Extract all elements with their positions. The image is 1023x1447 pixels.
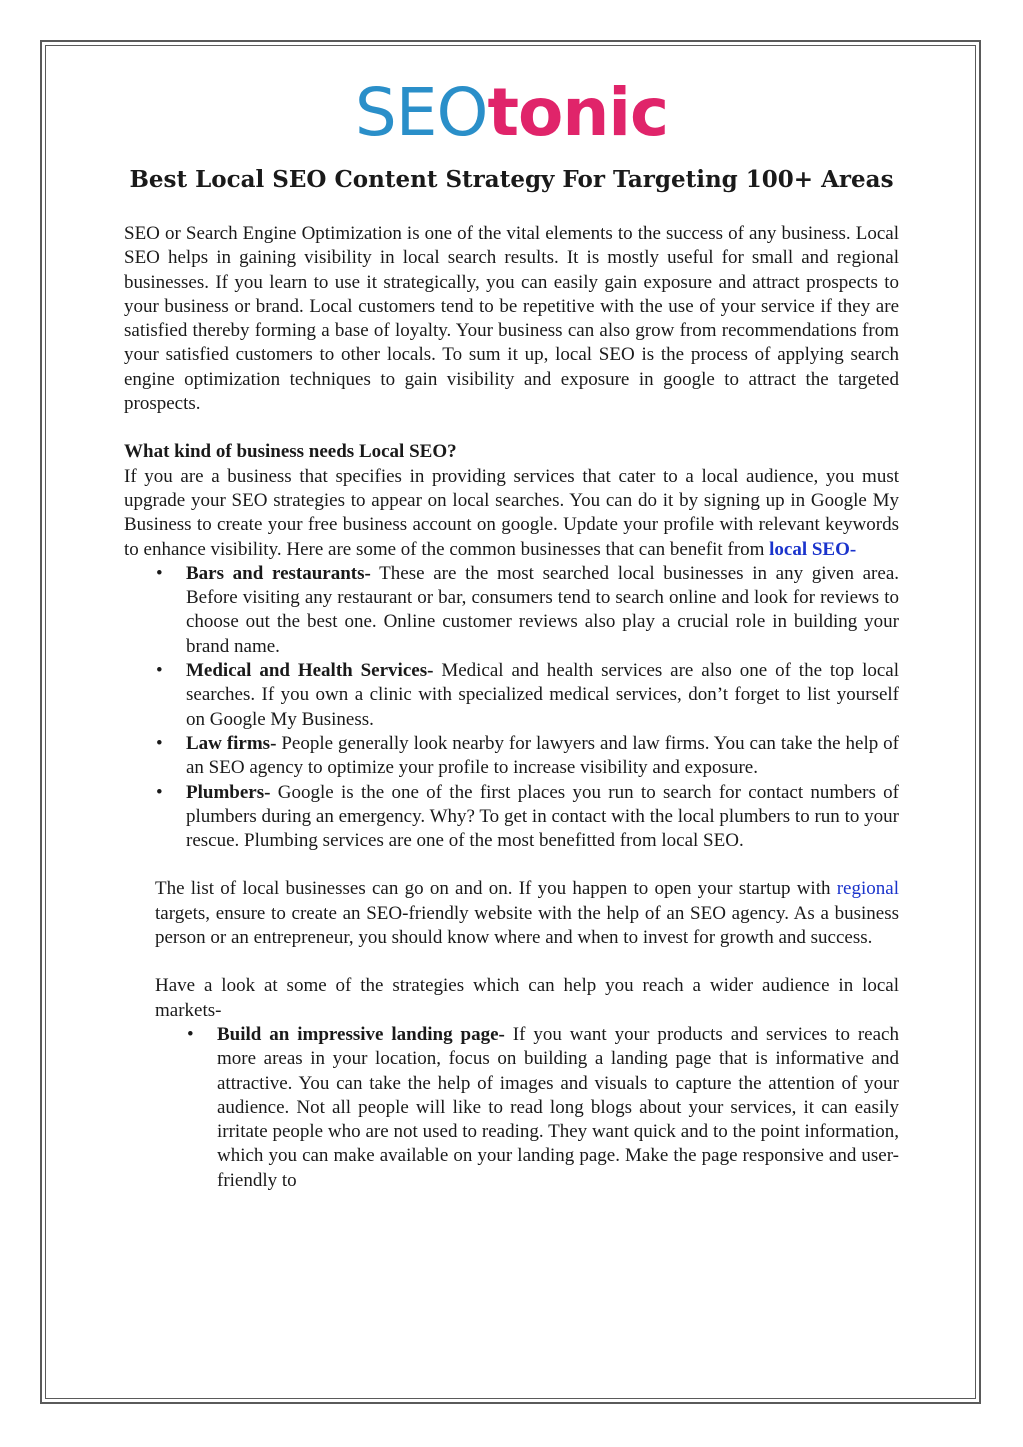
- list-item: [186, 781, 899, 854]
- list-item-term: Law firms-: [186, 732, 277, 754]
- para-text: The list of local businesses can go on and on. If you happen to open your startup with: [155, 878, 837, 900]
- section-heading: What kind of business needs Local SEO?: [124, 441, 457, 463]
- list-item-term: Build an impressive landing page-: [217, 1023, 505, 1045]
- para-regional: [155, 877, 899, 950]
- list-item-text: People generally look nearby for lawyers and law firms. You can take the help of an SEO agency to optimize your profile to increase visibility and exposure.: [186, 732, 899, 779]
- list-item-term: Medical and Health Services-: [186, 660, 434, 682]
- logo-seo-text: SEO: [354, 74, 488, 151]
- list-item-term: Bars and restaurants-: [186, 562, 371, 584]
- list-item: [217, 1023, 899, 1193]
- section-paragraph: [124, 465, 899, 562]
- list-item-text: Medical and health services are also one of the top local searches. If you own a clinic with specialized medical services, don’t forget to list yourself on Google My Business.: [186, 660, 899, 730]
- list-item: [186, 659, 899, 732]
- list-item-term: Plumbers-: [186, 781, 271, 803]
- document-title: Best Local SEO Content Strategy For Targeting 100+ Areas: [129, 166, 894, 193]
- logo-tonic-text: tonic: [487, 74, 669, 151]
- local-seo-link[interactable]: local SEO: [769, 538, 850, 560]
- list-item-text: Google is the one of the first places you run to search for contact numbers of plumbers during an emergency. Why? To get in contact with the local plumbers to run to your rescue. Plumbing services are one of the most benefitted from local SEO.: [186, 781, 899, 852]
- list-item: [186, 732, 899, 781]
- section-text-dash: -: [849, 538, 857, 560]
- document-body: [124, 222, 899, 1193]
- intro-paragraph: SEO or Search Engine Optimization is one of the vital elements to the success of any business. Local SEO helps in gaining visibility in local search results. It is mostly useful for small and regional businesses. If you learn to use it strategically, you can easily gain exposure and attract prospects to your business or brand. Local customers tend to be repetitive with the use of your service if they are satisfied thereby forming a base of loyalty. Your business can also grow from recommendations from your satisfied customers to other locals. To sum it up, local SEO is the process of applying search engine optimization techniques to gain visibility and exposure in google to attract the targeted prospects.: [124, 223, 899, 415]
- section-text: If you are a business that specifies in providing services that cater to a local audience, you must upgrade your SEO strategies to appear on local searches. You can do it by signing up in Google My Business to create your free business account on google. Update your profile with relevant keywords to enhance visibility. Here are some of the common businesses that can benefit from: [124, 465, 899, 560]
- list-item: [186, 562, 899, 659]
- para-strategies-intro: Have a look at some of the strategies which can help you reach a wider audience in local markets-: [155, 975, 899, 1021]
- list-item-text: If you want your products and services to reach more areas in your location, focus on building a landing page that is informative and attractive. You can take the help of images and visuals to capture the attention of your audience. Not all people will like to read long blogs about your services, it can easily irritate people who are not used to reading. They want quick and to the point information, which you can make available on your landing page. Make the page responsive and user-friendly to: [217, 1023, 899, 1191]
- para-text: targets, ensure to create an SEO-friendly website with the help of an SEO agency. As a business person or an entrepreneur, you should know where and when to invest for growth and success.: [155, 902, 899, 949]
- strategy-list: [217, 1023, 899, 1193]
- regional-link[interactable]: regional: [836, 878, 899, 900]
- list-item-text: These are the most searched local businesses in any given area. Before visiting any restaurant or bar, consumers tend to search online and look for reviews to choose out the best one. Online customer reviews also play a crucial role in building your brand name.: [186, 562, 899, 657]
- business-list: [186, 562, 899, 854]
- seotonic-logo: [0, 74, 1023, 151]
